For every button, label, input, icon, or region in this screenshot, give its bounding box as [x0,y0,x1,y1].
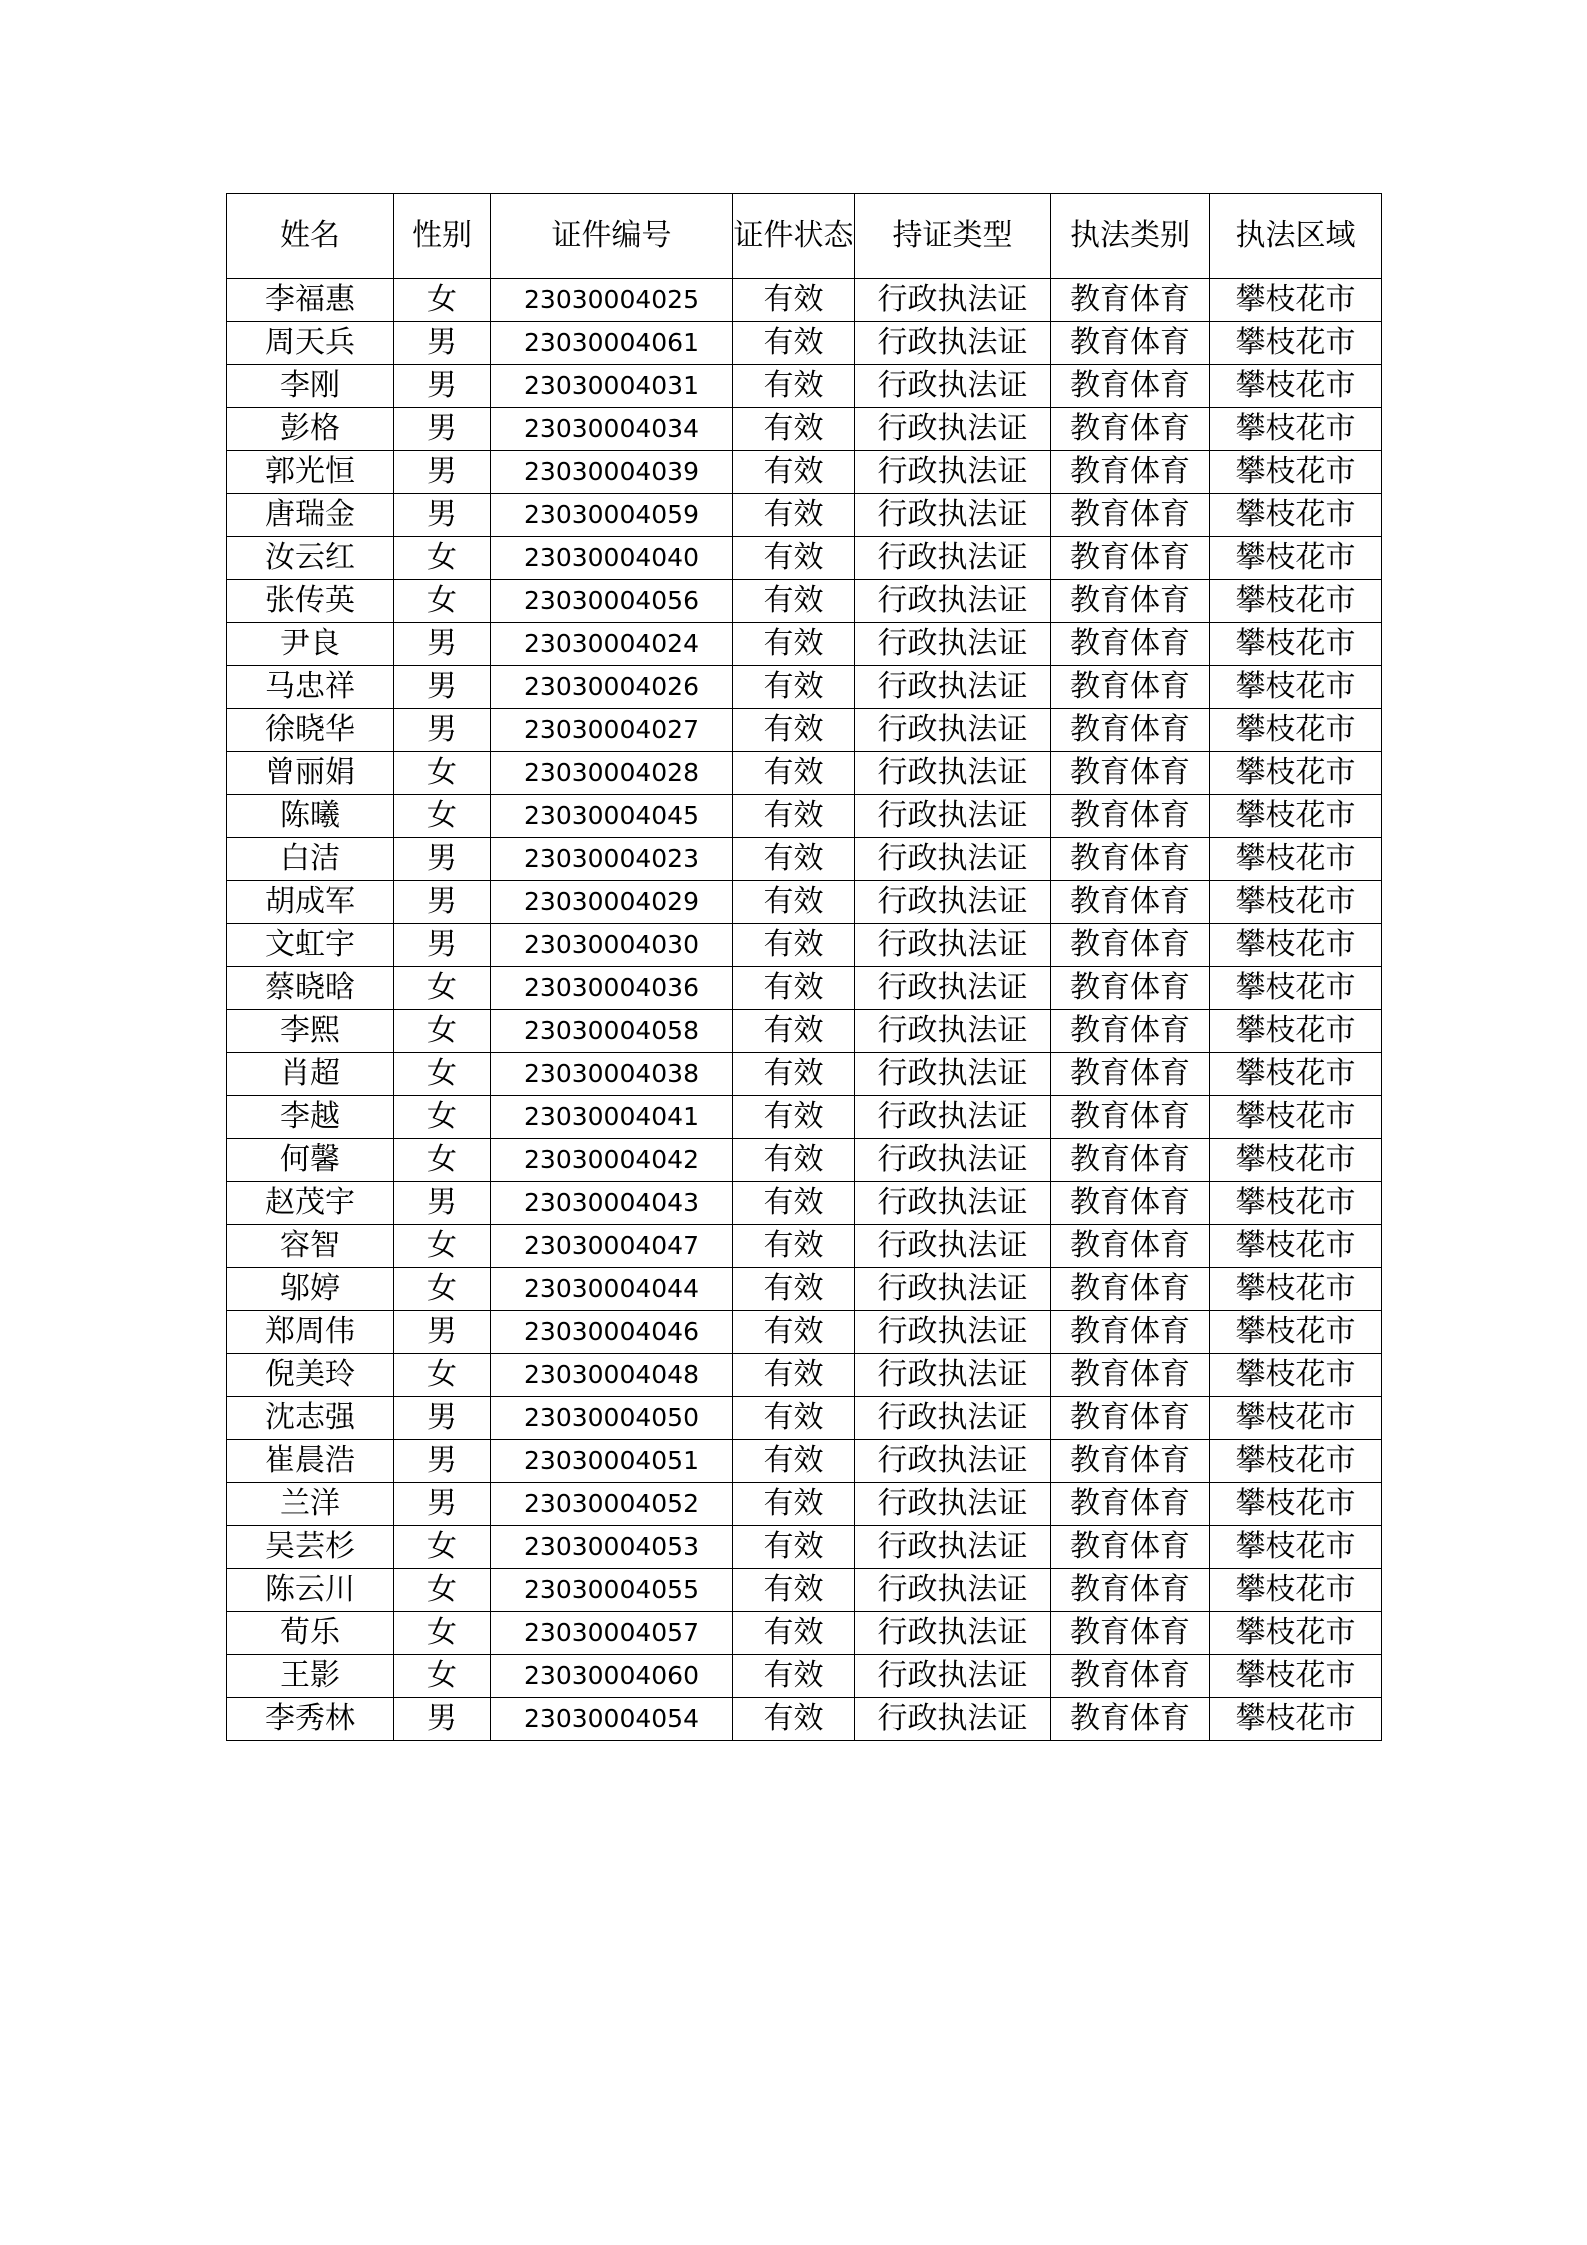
cell-region: 攀枝花市 [1210,537,1382,580]
header-enforcement-region: 执法区域 [1210,194,1382,279]
table-row [227,1655,1382,1698]
cell-region: 攀枝花市 [1210,967,1382,1010]
table-row [227,1268,1382,1311]
table-row [227,1225,1382,1268]
cell-name: 郑周伟 [227,1311,394,1354]
cell-status: 有效 [733,881,855,924]
cell-certificate-number: 23030004036 [491,967,733,1010]
cell-region: 攀枝花市 [1210,1440,1382,1483]
cell-category: 教育体育 [1051,1354,1210,1397]
cell-name: 曾丽娟 [227,752,394,795]
cell-name: 郭光恒 [227,451,394,494]
cell-status: 有效 [733,1268,855,1311]
cell-status: 有效 [733,322,855,365]
cell-gender: 男 [394,666,491,709]
table-row [227,1483,1382,1526]
cell-certificate-type: 行政执法证 [855,1397,1051,1440]
cell-certificate-type: 行政执法证 [855,1096,1051,1139]
cell-certificate-type: 行政执法证 [855,1440,1051,1483]
cell-category: 教育体育 [1051,1096,1210,1139]
cell-category: 教育体育 [1051,1483,1210,1526]
cell-category: 教育体育 [1051,1440,1210,1483]
cell-gender: 男 [394,1182,491,1225]
cell-certificate-type: 行政执法证 [855,1225,1051,1268]
cell-name: 徐晓华 [227,709,394,752]
table-row [227,451,1382,494]
table-row [227,537,1382,580]
cell-region: 攀枝花市 [1210,709,1382,752]
cell-status: 有效 [733,1397,855,1440]
cell-certificate-number: 23030004061 [491,322,733,365]
header-certificate-number: 证件编号 [491,194,733,279]
table-row [227,752,1382,795]
cell-name: 荀乐 [227,1612,394,1655]
cell-region: 攀枝花市 [1210,279,1382,322]
cell-category: 教育体育 [1051,1397,1210,1440]
cell-status: 有效 [733,1053,855,1096]
table-row [227,666,1382,709]
cell-certificate-number: 23030004050 [491,1397,733,1440]
cell-certificate-number: 23030004053 [491,1526,733,1569]
cell-gender: 女 [394,1010,491,1053]
cell-category: 教育体育 [1051,494,1210,537]
cell-certificate-number: 23030004055 [491,1569,733,1612]
table-row [227,279,1382,322]
cell-category: 教育体育 [1051,279,1210,322]
cell-certificate-type: 行政执法证 [855,365,1051,408]
cell-gender: 男 [394,322,491,365]
cell-status: 有效 [733,408,855,451]
cell-certificate-number: 23030004023 [491,838,733,881]
table-row [227,580,1382,623]
cell-certificate-number: 23030004060 [491,1655,733,1698]
cell-status: 有效 [733,752,855,795]
cell-region: 攀枝花市 [1210,1483,1382,1526]
cell-gender: 女 [394,1612,491,1655]
cell-status: 有效 [733,709,855,752]
cell-status: 有效 [733,365,855,408]
cell-certificate-number: 23030004039 [491,451,733,494]
cell-region: 攀枝花市 [1210,1268,1382,1311]
cell-status: 有效 [733,1139,855,1182]
cell-gender: 男 [394,881,491,924]
cell-status: 有效 [733,1354,855,1397]
cell-region: 攀枝花市 [1210,365,1382,408]
cell-category: 教育体育 [1051,752,1210,795]
cell-certificate-number: 23030004028 [491,752,733,795]
table-row [227,1053,1382,1096]
cell-gender: 女 [394,967,491,1010]
table-row [227,1526,1382,1569]
cell-region: 攀枝花市 [1210,1397,1382,1440]
table-row [227,1139,1382,1182]
cell-category: 教育体育 [1051,1139,1210,1182]
cell-name: 周天兵 [227,322,394,365]
cell-name: 文虹宇 [227,924,394,967]
cell-gender: 女 [394,1053,491,1096]
cell-certificate-type: 行政执法证 [855,451,1051,494]
cell-region: 攀枝花市 [1210,924,1382,967]
cell-certificate-type: 行政执法证 [855,279,1051,322]
cell-certificate-number: 23030004046 [491,1311,733,1354]
cell-status: 有效 [733,838,855,881]
cell-status: 有效 [733,537,855,580]
cell-status: 有效 [733,279,855,322]
cell-status: 有效 [733,967,855,1010]
table-row [227,408,1382,451]
cell-name: 何馨 [227,1139,394,1182]
cell-region: 攀枝花市 [1210,1182,1382,1225]
cell-name: 汝云红 [227,537,394,580]
cell-gender: 女 [394,1139,491,1182]
cell-region: 攀枝花市 [1210,1526,1382,1569]
cell-certificate-type: 行政执法证 [855,752,1051,795]
cell-certificate-type: 行政执法证 [855,1268,1051,1311]
cell-certificate-number: 23030004043 [491,1182,733,1225]
cell-gender: 男 [394,1483,491,1526]
cell-gender: 女 [394,1225,491,1268]
cell-gender: 女 [394,1354,491,1397]
table-row [227,795,1382,838]
cell-status: 有效 [733,1311,855,1354]
cell-region: 攀枝花市 [1210,1096,1382,1139]
cell-gender: 男 [394,494,491,537]
cell-category: 教育体育 [1051,1225,1210,1268]
cell-region: 攀枝花市 [1210,752,1382,795]
cell-region: 攀枝花市 [1210,1010,1382,1053]
cell-certificate-number: 23030004041 [491,1096,733,1139]
cell-category: 教育体育 [1051,322,1210,365]
table-row [227,365,1382,408]
cell-gender: 女 [394,580,491,623]
cell-certificate-type: 行政执法证 [855,838,1051,881]
cell-name: 马忠祥 [227,666,394,709]
cell-certificate-type: 行政执法证 [855,967,1051,1010]
cell-certificate-number: 23030004059 [491,494,733,537]
cell-certificate-number: 23030004030 [491,924,733,967]
table-row [227,967,1382,1010]
cell-name: 李福惠 [227,279,394,322]
cell-status: 有效 [733,1010,855,1053]
cell-region: 攀枝花市 [1210,1225,1382,1268]
cell-region: 攀枝花市 [1210,1311,1382,1354]
cell-category: 教育体育 [1051,1526,1210,1569]
cell-status: 有效 [733,666,855,709]
cell-gender: 女 [394,1268,491,1311]
cell-category: 教育体育 [1051,451,1210,494]
cell-certificate-type: 行政执法证 [855,709,1051,752]
cell-certificate-type: 行政执法证 [855,881,1051,924]
cell-region: 攀枝花市 [1210,322,1382,365]
cell-gender: 女 [394,279,491,322]
cell-certificate-number: 23030004052 [491,1483,733,1526]
cell-certificate-type: 行政执法证 [855,795,1051,838]
cell-status: 有效 [733,1483,855,1526]
cell-category: 教育体育 [1051,623,1210,666]
cell-status: 有效 [733,1182,855,1225]
cell-gender: 男 [394,1397,491,1440]
table-row [227,709,1382,752]
table-row [227,494,1382,537]
cell-certificate-number: 23030004031 [491,365,733,408]
cell-category: 教育体育 [1051,580,1210,623]
table-row [227,1440,1382,1483]
cell-name: 尹良 [227,623,394,666]
cell-region: 攀枝花市 [1210,838,1382,881]
cell-name: 王影 [227,1655,394,1698]
cell-certificate-type: 行政执法证 [855,494,1051,537]
cell-certificate-number: 23030004058 [491,1010,733,1053]
cell-category: 教育体育 [1051,924,1210,967]
table-row [227,881,1382,924]
table-row [227,1096,1382,1139]
table-row [227,1612,1382,1655]
cell-category: 教育体育 [1051,666,1210,709]
cell-region: 攀枝花市 [1210,408,1382,451]
cell-certificate-number: 23030004026 [491,666,733,709]
cell-certificate-type: 行政执法证 [855,1010,1051,1053]
cell-certificate-number: 23030004038 [491,1053,733,1096]
cell-certificate-number: 23030004040 [491,537,733,580]
cell-status: 有效 [733,1526,855,1569]
cell-status: 有效 [733,494,855,537]
cell-certificate-number: 23030004057 [491,1612,733,1655]
cell-name: 李熙 [227,1010,394,1053]
cell-status: 有效 [733,1225,855,1268]
cell-certificate-type: 行政执法证 [855,1182,1051,1225]
cell-category: 教育体育 [1051,365,1210,408]
cell-category: 教育体育 [1051,838,1210,881]
cell-name: 吴芸杉 [227,1526,394,1569]
table-row [227,838,1382,881]
table-row [227,623,1382,666]
cell-certificate-type: 行政执法证 [855,623,1051,666]
cell-region: 攀枝花市 [1210,580,1382,623]
cell-region: 攀枝花市 [1210,1569,1382,1612]
cell-certificate-type: 行政执法证 [855,1698,1051,1741]
table-row [227,322,1382,365]
cell-status: 有效 [733,1698,855,1741]
cell-name: 蔡晓晗 [227,967,394,1010]
cell-certificate-type: 行政执法证 [855,666,1051,709]
cell-name: 彭格 [227,408,394,451]
cell-category: 教育体育 [1051,1010,1210,1053]
cell-name: 邬婷 [227,1268,394,1311]
cell-certificate-type: 行政执法证 [855,1483,1051,1526]
cell-category: 教育体育 [1051,795,1210,838]
table-row [227,1569,1382,1612]
cell-status: 有效 [733,1096,855,1139]
cell-gender: 男 [394,623,491,666]
cell-certificate-type: 行政执法证 [855,1569,1051,1612]
cell-category: 教育体育 [1051,709,1210,752]
cell-certificate-number: 23030004027 [491,709,733,752]
cell-gender: 男 [394,408,491,451]
cell-status: 有效 [733,795,855,838]
cell-category: 教育体育 [1051,881,1210,924]
cell-region: 攀枝花市 [1210,881,1382,924]
cell-name: 李越 [227,1096,394,1139]
cell-gender: 男 [394,365,491,408]
cell-region: 攀枝花市 [1210,795,1382,838]
cell-region: 攀枝花市 [1210,1354,1382,1397]
cell-name: 崔晨浩 [227,1440,394,1483]
cell-name: 陈云川 [227,1569,394,1612]
cell-certificate-type: 行政执法证 [855,408,1051,451]
cell-name: 白洁 [227,838,394,881]
table-row [227,1354,1382,1397]
cell-gender: 男 [394,1311,491,1354]
cell-category: 教育体育 [1051,1612,1210,1655]
cell-region: 攀枝花市 [1210,666,1382,709]
cell-category: 教育体育 [1051,1182,1210,1225]
cell-certificate-type: 行政执法证 [855,537,1051,580]
cell-certificate-type: 行政执法证 [855,1354,1051,1397]
cell-certificate-type: 行政执法证 [855,322,1051,365]
cell-certificate-type: 行政执法证 [855,1612,1051,1655]
cell-name: 容智 [227,1225,394,1268]
cell-region: 攀枝花市 [1210,1139,1382,1182]
cell-certificate-type: 行政执法证 [855,580,1051,623]
cell-gender: 女 [394,1569,491,1612]
cell-category: 教育体育 [1051,1569,1210,1612]
header-name: 姓名 [227,194,394,279]
cell-certificate-type: 行政执法证 [855,924,1051,967]
cell-gender: 男 [394,1440,491,1483]
cell-certificate-number: 23030004029 [491,881,733,924]
cell-name: 沈志强 [227,1397,394,1440]
cell-name: 赵茂宇 [227,1182,394,1225]
table-row [227,1311,1382,1354]
cell-category: 教育体育 [1051,1655,1210,1698]
cell-region: 攀枝花市 [1210,1655,1382,1698]
cell-gender: 男 [394,1698,491,1741]
header-enforcement-category: 执法类别 [1051,194,1210,279]
certificate-table [226,193,1382,1741]
cell-name: 张传英 [227,580,394,623]
cell-gender: 女 [394,1526,491,1569]
table-row [227,1397,1382,1440]
cell-certificate-number: 23030004034 [491,408,733,451]
cell-gender: 男 [394,451,491,494]
cell-gender: 男 [394,838,491,881]
cell-certificate-number: 23030004042 [491,1139,733,1182]
cell-certificate-number: 23030004051 [491,1440,733,1483]
table-row [227,1698,1382,1741]
cell-gender: 女 [394,752,491,795]
cell-certificate-number: 23030004044 [491,1268,733,1311]
cell-name: 李秀林 [227,1698,394,1741]
cell-certificate-type: 行政执法证 [855,1311,1051,1354]
header-certificate-status: 证件状态 [733,194,855,279]
cell-certificate-number: 23030004025 [491,279,733,322]
cell-category: 教育体育 [1051,1311,1210,1354]
cell-region: 攀枝花市 [1210,494,1382,537]
table-header-row [227,194,1382,279]
cell-status: 有效 [733,623,855,666]
cell-region: 攀枝花市 [1210,451,1382,494]
cell-region: 攀枝花市 [1210,1053,1382,1096]
cell-status: 有效 [733,580,855,623]
cell-gender: 男 [394,924,491,967]
header-certificate-type: 持证类型 [855,194,1051,279]
cell-gender: 男 [394,709,491,752]
cell-certificate-number: 23030004045 [491,795,733,838]
cell-status: 有效 [733,924,855,967]
cell-name: 陈曦 [227,795,394,838]
cell-status: 有效 [733,451,855,494]
cell-gender: 女 [394,795,491,838]
cell-status: 有效 [733,1440,855,1483]
table-body [227,279,1382,1741]
cell-status: 有效 [733,1655,855,1698]
cell-category: 教育体育 [1051,537,1210,580]
cell-category: 教育体育 [1051,1053,1210,1096]
cell-name: 李刚 [227,365,394,408]
cell-category: 教育体育 [1051,967,1210,1010]
cell-category: 教育体育 [1051,1698,1210,1741]
cell-status: 有效 [733,1612,855,1655]
cell-gender: 女 [394,1655,491,1698]
cell-name: 胡成军 [227,881,394,924]
cell-certificate-type: 行政执法证 [855,1655,1051,1698]
cell-name: 倪美玲 [227,1354,394,1397]
cell-certificate-type: 行政执法证 [855,1526,1051,1569]
cell-certificate-type: 行政执法证 [855,1139,1051,1182]
table-row [227,1010,1382,1053]
cell-region: 攀枝花市 [1210,1698,1382,1741]
cell-status: 有效 [733,1569,855,1612]
table-row [227,924,1382,967]
table-row [227,1182,1382,1225]
cell-name: 肖超 [227,1053,394,1096]
cell-certificate-number: 23030004056 [491,580,733,623]
cell-category: 教育体育 [1051,408,1210,451]
cell-certificate-number: 23030004024 [491,623,733,666]
cell-certificate-number: 23030004047 [491,1225,733,1268]
cell-region: 攀枝花市 [1210,1612,1382,1655]
cell-name: 兰洋 [227,1483,394,1526]
cell-certificate-number: 23030004054 [491,1698,733,1741]
cell-certificate-type: 行政执法证 [855,1053,1051,1096]
cell-category: 教育体育 [1051,1268,1210,1311]
cell-name: 唐瑞金 [227,494,394,537]
cell-region: 攀枝花市 [1210,623,1382,666]
cell-gender: 女 [394,1096,491,1139]
cell-gender: 女 [394,537,491,580]
cell-certificate-number: 23030004048 [491,1354,733,1397]
header-gender: 性别 [394,194,491,279]
